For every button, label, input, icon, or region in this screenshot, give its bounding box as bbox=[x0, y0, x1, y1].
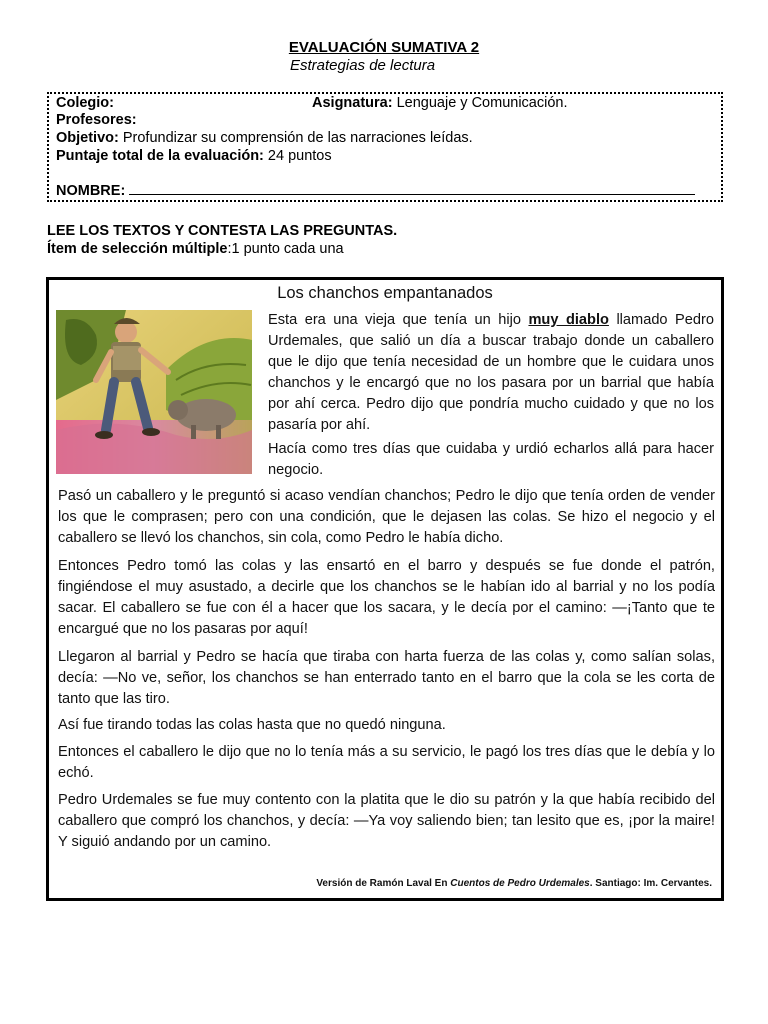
objetivo-value: Profundizar su comprensión de las narraciones leídas. bbox=[118, 130, 473, 146]
source-prefix: Versión de Ramón Laval En bbox=[316, 878, 451, 889]
story-paragraph-4: Entonces Pedro tomó las colas y las ensartó en el barro y después se fue donde el patrón, fingiéndose el muy asustado, a decirle que los chanchos se le habían ido al barrial y no los podía sacar. El caballero se fue con él a hacer que los sacara, y le decía por el camino: —¡Tanto que te encargué que no los pasaras por aquí! bbox=[58, 558, 715, 637]
story-box bbox=[46, 277, 724, 901]
story-paragraph-6: Así fue tirando todas las colas hasta que no quedó ninguna. bbox=[58, 717, 446, 733]
nombre-label: NOMBRE: bbox=[56, 183, 130, 199]
profesores-label: Profesores: bbox=[56, 112, 137, 128]
story-paragraph-2: Hacía como tres días que cuidaba y urdió echarlos allá para hacer negocio. bbox=[268, 441, 714, 478]
story-paragraph-3: Pasó un caballero y le preguntó si acaso vendían chanchos; Pedro le dijo que tenía orden de vender los que le comprasen; pero con una condición, que le dejasen las colas. Se hizo el negocio y el caballero se llevó los chanchos, sin cola, como Pedro le había dicho. bbox=[58, 488, 715, 546]
nombre-input-line[interactable] bbox=[129, 181, 695, 195]
story-paragraph-7: Entonces el caballero le dijo que no lo tenía más a su servicio, le pagó los tres días que le debía y lo echó. bbox=[58, 744, 715, 781]
asignatura-row bbox=[312, 94, 568, 112]
objetivo-label: Objetivo: bbox=[56, 130, 119, 146]
colegio-row bbox=[56, 94, 114, 112]
story-p1-end: llamado Pedro Urdemales, que salió un día a buscar trabajo donde un caballero que le dijo que tenía necesidad de un hombre que le cuidara unos chanchos y le encargó que no los pasara por un barrial que había por ahí cerca. Pedro dijo que pondría mucho cuidado y que no los pasaría por ahí. bbox=[268, 312, 714, 433]
story-paragraph-5: Llegaron al barrial y Pedro se hacía que tiraba con harta fuerza de las colas y, como salían solas, decía: —No ve, señor, los chanchos se han enterrado tanto en el barro que la cola se les corta de tanto que las tiro. bbox=[58, 649, 715, 707]
story-paragraph-8: Pedro Urdemales se fue muy contento con la platita que le dio su patrón y la que había recibido del caballero que compró los chanchos, y decía: —Ya voy saliendo bien; tan lesito que es, ¡por la maire! Y siguió andando por un camino. bbox=[58, 792, 715, 850]
item-instructions bbox=[47, 241, 344, 257]
profesores-row bbox=[56, 111, 137, 129]
evaluation-subtitle: Estrategias de lectura bbox=[290, 57, 436, 74]
puntaje-label: Puntaje total de la evaluación: bbox=[56, 148, 264, 164]
asignatura-label: Asignatura: bbox=[312, 95, 393, 111]
puntaje-row bbox=[56, 147, 332, 165]
objetivo-row bbox=[56, 129, 473, 147]
item-label: Ítem de selección múltiple bbox=[47, 241, 228, 257]
evaluation-title: EVALUACIÓN SUMATIVA 2 bbox=[288, 39, 480, 56]
story-p1-underlined: muy diablo bbox=[528, 312, 609, 328]
pedro-pigs-illustration-icon bbox=[56, 310, 252, 474]
instructions-heading: LEE LOS TEXTOS Y CONTESTA LAS PREGUNTAS. bbox=[47, 223, 398, 239]
story-source bbox=[316, 878, 712, 889]
item-value: :1 punto cada una bbox=[227, 241, 344, 257]
puntaje-value: 24 puntos bbox=[263, 148, 332, 164]
story-p1-start: Esta era una vieja que tenía un hijo bbox=[268, 312, 529, 328]
story-paragraph-1 bbox=[268, 310, 714, 436]
nombre-row bbox=[56, 181, 695, 200]
info-box bbox=[47, 92, 723, 202]
story-title: Los chanchos empantanados bbox=[277, 284, 493, 302]
source-suffix: . Santiago: Im. Cervantes. bbox=[589, 878, 712, 889]
asignatura-value: Lenguaje y Comunicación. bbox=[392, 95, 568, 111]
colegio-label: Colegio: bbox=[56, 95, 114, 111]
source-book-title: Cuentos de Pedro Urdemales bbox=[450, 878, 590, 889]
